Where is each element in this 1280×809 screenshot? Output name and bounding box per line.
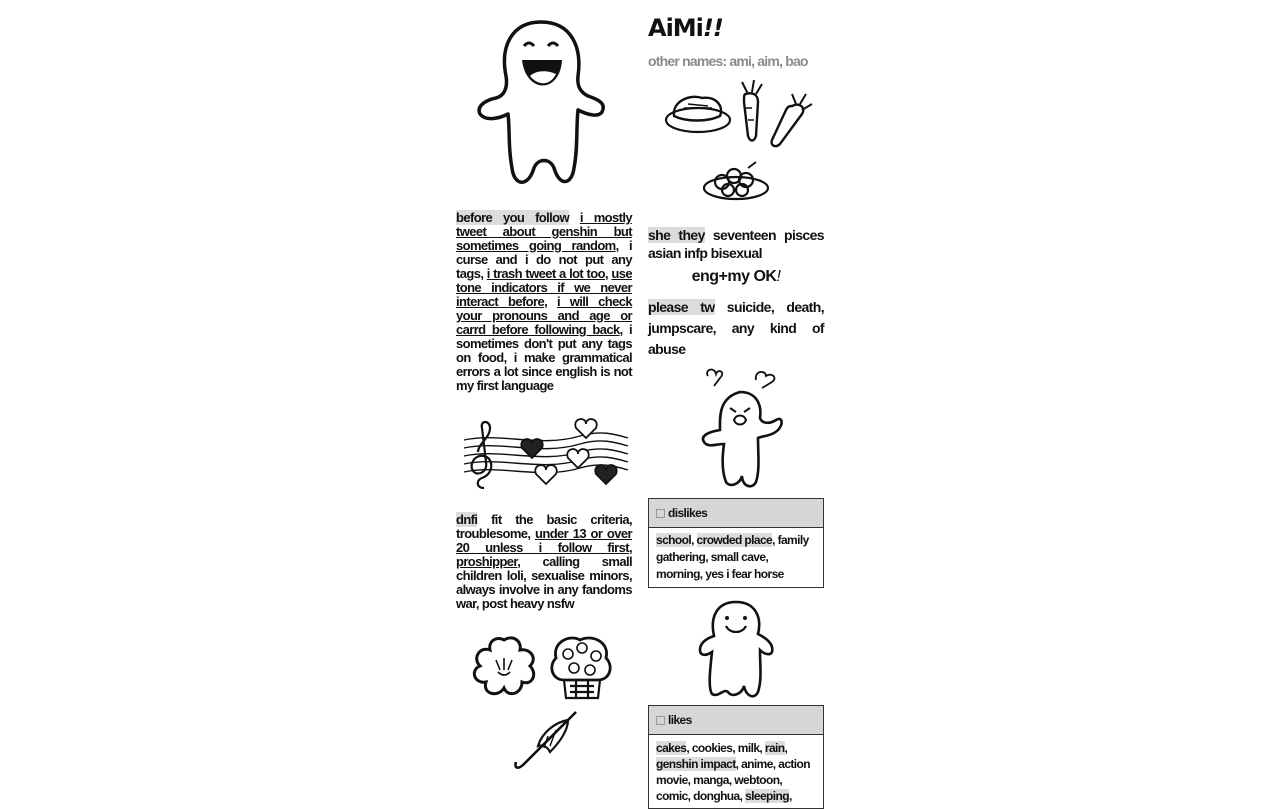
likes-body bbox=[649, 735, 823, 808]
dnfi-part-1: fit the basic criteria, troublesome, bbox=[456, 512, 632, 541]
byf-item-3: i trash tweet a lot too bbox=[486, 266, 605, 281]
dislikes-label: dislikes bbox=[668, 506, 708, 520]
byf-sep-1: , bbox=[604, 266, 612, 281]
other-names: other names: ami, aim, bao bbox=[648, 53, 808, 69]
likes-label: likes bbox=[668, 713, 692, 727]
dnfi-part-4: proshipper bbox=[456, 554, 518, 569]
dislikes-header bbox=[649, 499, 823, 528]
identity-text bbox=[648, 226, 824, 262]
smiling-blob-doodle-icon bbox=[696, 598, 778, 700]
like-text-3: , anime, action movie, manga, webtoon, comic, donghua, bbox=[656, 757, 810, 803]
flower-doodle-icon bbox=[470, 632, 620, 704]
tw-heading: please tw bbox=[648, 299, 715, 315]
dislike-sep-1: , bbox=[691, 533, 697, 547]
byf-sep-2: , bbox=[544, 294, 557, 309]
music-hearts-doodle-icon bbox=[460, 418, 632, 496]
dnfi-part-3: , bbox=[628, 540, 632, 555]
dnfi-part-5: , calling small children loli, sexualise minors, always involve in any fandoms war, post heavy nsfw bbox=[456, 554, 632, 611]
like-highlight-1: cakes bbox=[656, 741, 687, 755]
byf-item-4: use tone indicators if we never interact before bbox=[456, 266, 632, 309]
like-text-2: , bbox=[784, 741, 788, 755]
language-text: eng+my OK bbox=[691, 268, 777, 285]
likes-header bbox=[649, 706, 823, 735]
like-highlight-3: genshin impact bbox=[656, 757, 736, 771]
dislikes-box bbox=[648, 498, 824, 588]
byf-item-5: i will check your pronouns and age or carrd before following back bbox=[456, 294, 632, 337]
square-icon bbox=[656, 716, 665, 725]
like-text-4: , bbox=[788, 789, 792, 803]
profile-name-suffix: !! bbox=[702, 14, 723, 42]
pronouns: she they bbox=[648, 227, 705, 243]
food-doodle-icon bbox=[662, 80, 822, 208]
dnfi-part-2: under 13 or over 20 unless i follow first bbox=[456, 526, 632, 555]
dislike-highlight-2: crowded place bbox=[696, 533, 773, 547]
dislike-rest: , family gathering, small cave, morning, yes i fear horse bbox=[656, 533, 809, 581]
umbrella-doodle-icon bbox=[510, 708, 580, 778]
like-highlight-2: rain bbox=[764, 741, 785, 755]
language-mark: ! bbox=[776, 268, 781, 285]
dislike-highlight-1: school bbox=[656, 533, 692, 547]
tw-list: suicide, death, jumpscare, any kind of abuse bbox=[648, 299, 824, 357]
language-line bbox=[648, 268, 824, 286]
byf-item-1: i mostly tweet about genshin but sometimes going random bbox=[456, 210, 632, 253]
byf-item-6: , i sometimes don't put any tags on food, i make grammatical errors a lot since english is not my first language bbox=[456, 322, 632, 393]
byf-heading: before you follow bbox=[456, 210, 570, 225]
profile-name bbox=[648, 14, 723, 42]
happy-blob-doodle-icon bbox=[474, 18, 609, 190]
dnfi-heading: dnfi bbox=[456, 512, 478, 527]
profile-name-text: AiMi bbox=[648, 14, 703, 42]
likes-box bbox=[648, 705, 824, 809]
angry-blob-doodle-icon bbox=[700, 368, 784, 490]
like-text-1: , cookies, milk, bbox=[686, 741, 765, 755]
square-icon bbox=[656, 509, 665, 518]
tw-text bbox=[648, 297, 824, 360]
like-highlight-4: sleeping bbox=[745, 789, 789, 803]
byf-item-2: , i curse and i do not put any tags, bbox=[456, 238, 632, 281]
dnfi-text bbox=[456, 513, 632, 611]
identity-details: seventeen pisces asian infp bisexual bbox=[648, 227, 824, 261]
dislikes-body bbox=[649, 528, 823, 587]
before-you-follow-text bbox=[456, 211, 632, 393]
